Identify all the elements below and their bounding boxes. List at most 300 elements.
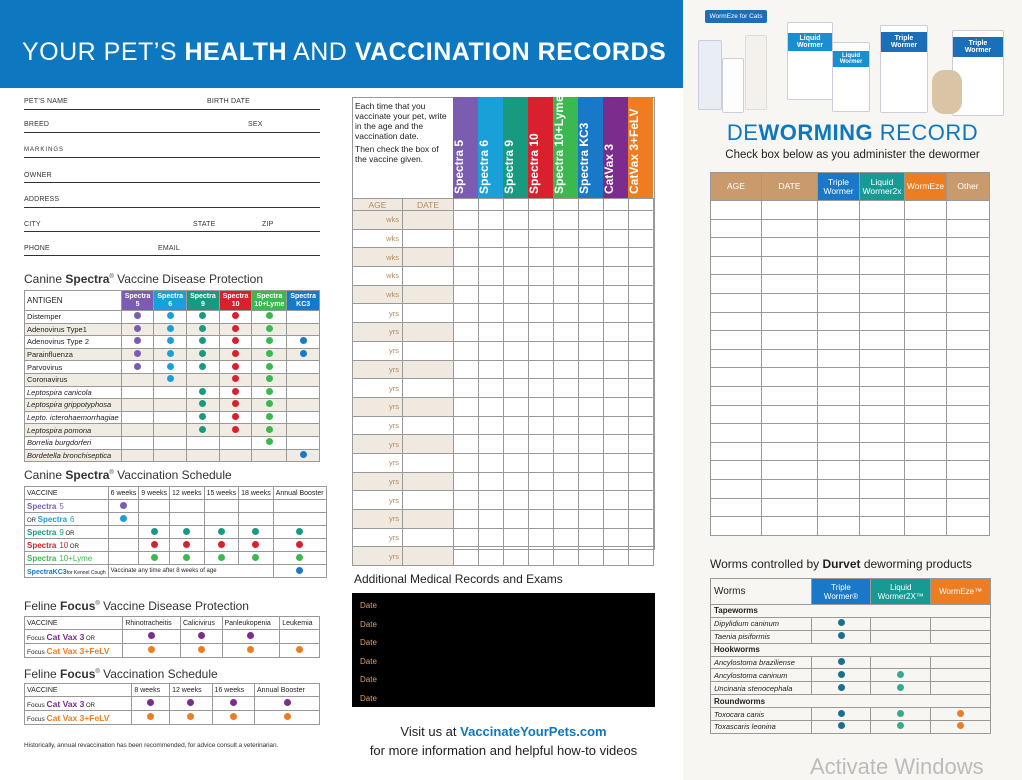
vaccine-checkbox[interactable] <box>454 528 479 547</box>
deworming-cell[interactable] <box>860 498 905 517</box>
vaccine-checkbox[interactable] <box>604 397 629 416</box>
deworming-cell[interactable] <box>905 331 947 350</box>
deworming-cell[interactable] <box>947 479 990 498</box>
deworming-cell[interactable] <box>818 275 860 294</box>
additional-date-label[interactable]: Date <box>360 656 377 666</box>
deworming-cell[interactable] <box>947 405 990 424</box>
deworming-cell[interactable] <box>711 405 762 424</box>
vaccine-checkbox[interactable] <box>604 323 629 342</box>
deworming-cell[interactable] <box>818 219 860 238</box>
vaccine-checkbox[interactable] <box>529 267 554 286</box>
deworming-cell[interactable] <box>762 461 818 480</box>
deworming-cell[interactable] <box>762 219 818 238</box>
date-cell[interactable] <box>403 267 454 286</box>
vaccine-checkbox[interactable] <box>604 211 629 230</box>
deworming-cell[interactable] <box>818 368 860 387</box>
age-cell[interactable]: wks <box>353 211 403 230</box>
city-line[interactable] <box>24 231 320 232</box>
age-cell[interactable]: yrs <box>353 341 403 360</box>
vaccine-checkbox[interactable] <box>579 304 604 323</box>
age-cell[interactable]: yrs <box>353 528 403 547</box>
vaccine-checkbox[interactable] <box>504 360 529 379</box>
address-line[interactable] <box>24 207 320 208</box>
deworming-cell[interactable] <box>711 331 762 350</box>
deworming-cell[interactable] <box>905 201 947 220</box>
vaccine-checkbox[interactable] <box>454 341 479 360</box>
deworming-cell[interactable] <box>860 238 905 257</box>
vaccine-checkbox[interactable] <box>529 397 554 416</box>
deworming-cell[interactable] <box>905 405 947 424</box>
vaccine-checkbox[interactable] <box>579 379 604 398</box>
deworming-cell[interactable] <box>947 238 990 257</box>
vaccine-checkbox[interactable] <box>479 435 504 454</box>
deworming-cell[interactable] <box>905 424 947 443</box>
vaccine-checkbox[interactable] <box>554 285 579 304</box>
vaccine-checkbox[interactable] <box>554 379 579 398</box>
deworming-cell[interactable] <box>762 293 818 312</box>
deworming-cell[interactable] <box>860 293 905 312</box>
age-cell[interactable]: yrs <box>353 547 403 566</box>
vaccine-checkbox[interactable] <box>554 323 579 342</box>
vaccine-checkbox[interactable] <box>529 510 554 529</box>
date-cell[interactable] <box>403 528 454 547</box>
deworming-cell[interactable] <box>818 238 860 257</box>
deworming-cell[interactable] <box>947 312 990 331</box>
vaccine-checkbox[interactable] <box>479 379 504 398</box>
vaccine-checkbox[interactable] <box>479 248 504 267</box>
vaccine-checkbox[interactable] <box>579 229 604 248</box>
vaccine-checkbox[interactable] <box>629 510 654 529</box>
vaccine-checkbox[interactable] <box>529 285 554 304</box>
deworming-cell[interactable] <box>860 331 905 350</box>
date-cell[interactable] <box>403 416 454 435</box>
deworming-cell[interactable] <box>762 201 818 220</box>
age-cell[interactable]: yrs <box>353 323 403 342</box>
vaccine-checkbox[interactable] <box>504 416 529 435</box>
vaccine-checkbox[interactable] <box>504 267 529 286</box>
vaccine-checkbox[interactable] <box>604 304 629 323</box>
vaccine-checkbox[interactable] <box>479 510 504 529</box>
age-cell[interactable]: yrs <box>353 360 403 379</box>
additional-date-label[interactable]: Date <box>360 693 377 703</box>
deworming-cell[interactable] <box>711 498 762 517</box>
deworming-cell[interactable] <box>860 312 905 331</box>
vaccine-checkbox[interactable] <box>454 510 479 529</box>
date-cell[interactable] <box>403 435 454 454</box>
date-cell[interactable] <box>403 491 454 510</box>
vaccine-checkbox[interactable] <box>479 491 504 510</box>
deworming-cell[interactable] <box>905 238 947 257</box>
additional-date-label[interactable]: Date <box>360 619 377 629</box>
deworming-cell[interactable] <box>762 275 818 294</box>
vaccine-checkbox[interactable] <box>554 211 579 230</box>
vaccine-checkbox[interactable] <box>604 341 629 360</box>
deworming-cell[interactable] <box>818 498 860 517</box>
deworming-cell[interactable] <box>860 442 905 461</box>
deworming-cell[interactable] <box>762 386 818 405</box>
vaccine-checkbox[interactable] <box>504 510 529 529</box>
age-cell[interactable]: yrs <box>353 453 403 472</box>
vaccine-checkbox[interactable] <box>629 285 654 304</box>
vaccine-checkbox[interactable] <box>604 379 629 398</box>
vaccine-checkbox[interactable] <box>579 472 604 491</box>
deworming-cell[interactable] <box>818 424 860 443</box>
vaccine-checkbox[interactable] <box>479 211 504 230</box>
vaccine-checkbox[interactable] <box>579 323 604 342</box>
vaccine-checkbox[interactable] <box>529 435 554 454</box>
vaccine-checkbox[interactable] <box>479 304 504 323</box>
vaccine-checkbox[interactable] <box>479 472 504 491</box>
date-cell[interactable] <box>403 360 454 379</box>
deworming-cell[interactable] <box>818 331 860 350</box>
vaccine-checkbox[interactable] <box>504 248 529 267</box>
vaccine-checkbox[interactable] <box>504 379 529 398</box>
deworming-cell[interactable] <box>905 479 947 498</box>
deworming-cell[interactable] <box>762 517 818 536</box>
vaccine-checkbox[interactable] <box>629 416 654 435</box>
deworming-cell[interactable] <box>711 442 762 461</box>
deworming-cell[interactable] <box>905 219 947 238</box>
deworming-cell[interactable] <box>905 293 947 312</box>
deworming-cell[interactable] <box>818 312 860 331</box>
vaccine-checkbox[interactable] <box>554 510 579 529</box>
vaccine-checkbox[interactable] <box>504 211 529 230</box>
vaccine-checkbox[interactable] <box>529 304 554 323</box>
vaccine-checkbox[interactable] <box>504 229 529 248</box>
vaccine-checkbox[interactable] <box>579 491 604 510</box>
deworming-cell[interactable] <box>905 386 947 405</box>
vaccine-checkbox[interactable] <box>554 472 579 491</box>
vaccine-checkbox[interactable] <box>604 229 629 248</box>
deworming-cell[interactable] <box>711 349 762 368</box>
vaccine-checkbox[interactable] <box>479 547 504 566</box>
date-cell[interactable] <box>403 248 454 267</box>
vaccine-checkbox[interactable] <box>579 416 604 435</box>
website-link[interactable]: VaccinateYourPets.com <box>460 724 607 739</box>
date-cell[interactable] <box>403 323 454 342</box>
deworming-cell[interactable] <box>947 461 990 480</box>
vaccine-checkbox[interactable] <box>604 416 629 435</box>
deworming-cell[interactable] <box>947 368 990 387</box>
age-cell[interactable]: yrs <box>353 510 403 529</box>
vaccine-checkbox[interactable] <box>504 453 529 472</box>
vaccine-checkbox[interactable] <box>604 435 629 454</box>
vaccine-checkbox[interactable] <box>479 341 504 360</box>
vaccine-checkbox[interactable] <box>629 267 654 286</box>
deworming-cell[interactable] <box>711 256 762 275</box>
date-cell[interactable] <box>403 229 454 248</box>
vaccine-checkbox[interactable] <box>629 360 654 379</box>
date-cell[interactable] <box>403 285 454 304</box>
vaccine-checkbox[interactable] <box>554 360 579 379</box>
vaccine-checkbox[interactable] <box>454 435 479 454</box>
vaccine-checkbox[interactable] <box>629 491 654 510</box>
date-cell[interactable] <box>403 211 454 230</box>
vaccine-checkbox[interactable] <box>454 267 479 286</box>
age-cell[interactable]: yrs <box>353 304 403 323</box>
deworming-cell[interactable] <box>860 517 905 536</box>
vaccine-checkbox[interactable] <box>454 453 479 472</box>
vaccine-checkbox[interactable] <box>529 416 554 435</box>
deworming-cell[interactable] <box>947 442 990 461</box>
deworming-cell[interactable] <box>762 424 818 443</box>
vaccine-checkbox[interactable] <box>579 360 604 379</box>
age-cell[interactable]: yrs <box>353 397 403 416</box>
date-cell[interactable] <box>403 453 454 472</box>
vaccine-checkbox[interactable] <box>529 248 554 267</box>
vaccine-checkbox[interactable] <box>579 510 604 529</box>
deworming-cell[interactable] <box>860 386 905 405</box>
vaccine-checkbox[interactable] <box>629 304 654 323</box>
phone-line[interactable] <box>24 255 320 256</box>
markings-line[interactable] <box>24 157 320 158</box>
deworming-cell[interactable] <box>818 461 860 480</box>
vaccine-checkbox[interactable] <box>479 229 504 248</box>
vaccine-checkbox[interactable] <box>529 491 554 510</box>
deworming-cell[interactable] <box>818 349 860 368</box>
date-cell[interactable] <box>403 472 454 491</box>
deworming-cell[interactable] <box>860 479 905 498</box>
vaccine-checkbox[interactable] <box>479 416 504 435</box>
vaccine-checkbox[interactable] <box>629 379 654 398</box>
deworming-cell[interactable] <box>762 312 818 331</box>
deworming-cell[interactable] <box>711 293 762 312</box>
age-cell[interactable]: yrs <box>353 491 403 510</box>
pet-name-line[interactable] <box>24 109 320 110</box>
deworming-cell[interactable] <box>860 368 905 387</box>
vaccine-checkbox[interactable] <box>554 397 579 416</box>
vaccine-checkbox[interactable] <box>504 397 529 416</box>
vaccine-checkbox[interactable] <box>554 248 579 267</box>
vaccine-checkbox[interactable] <box>554 304 579 323</box>
deworming-cell[interactable] <box>711 312 762 331</box>
vaccine-checkbox[interactable] <box>554 491 579 510</box>
vaccine-checkbox[interactable] <box>504 341 529 360</box>
deworming-cell[interactable] <box>947 498 990 517</box>
deworming-cell[interactable] <box>818 386 860 405</box>
deworming-cell[interactable] <box>762 368 818 387</box>
vaccine-checkbox[interactable] <box>529 341 554 360</box>
vaccine-checkbox[interactable] <box>579 248 604 267</box>
vaccine-checkbox[interactable] <box>554 267 579 286</box>
vaccine-checkbox[interactable] <box>604 453 629 472</box>
deworming-cell[interactable] <box>905 368 947 387</box>
deworming-cell[interactable] <box>905 461 947 480</box>
vaccine-checkbox[interactable] <box>629 453 654 472</box>
vaccine-checkbox[interactable] <box>629 397 654 416</box>
deworming-cell[interactable] <box>860 405 905 424</box>
additional-date-label[interactable]: Date <box>360 601 377 610</box>
vaccine-checkbox[interactable] <box>629 341 654 360</box>
deworming-cell[interactable] <box>947 293 990 312</box>
vaccine-checkbox[interactable] <box>629 323 654 342</box>
vaccine-checkbox[interactable] <box>479 360 504 379</box>
vaccine-checkbox[interactable] <box>504 472 529 491</box>
deworming-cell[interactable] <box>905 442 947 461</box>
date-cell[interactable] <box>403 341 454 360</box>
date-cell[interactable] <box>403 510 454 529</box>
deworming-cell[interactable] <box>711 368 762 387</box>
vaccine-checkbox[interactable] <box>529 323 554 342</box>
deworming-cell[interactable] <box>947 275 990 294</box>
deworming-cell[interactable] <box>711 461 762 480</box>
deworming-cell[interactable] <box>818 256 860 275</box>
deworming-cell[interactable] <box>860 424 905 443</box>
deworming-cell[interactable] <box>762 256 818 275</box>
deworming-cell[interactable] <box>762 349 818 368</box>
vaccine-checkbox[interactable] <box>554 416 579 435</box>
deworming-cell[interactable] <box>818 201 860 220</box>
vaccine-checkbox[interactable] <box>579 547 604 566</box>
vaccine-checkbox[interactable] <box>604 491 629 510</box>
vaccine-checkbox[interactable] <box>479 397 504 416</box>
deworming-cell[interactable] <box>762 498 818 517</box>
deworming-cell[interactable] <box>947 219 990 238</box>
vaccine-checkbox[interactable] <box>554 435 579 454</box>
vaccine-checkbox[interactable] <box>454 472 479 491</box>
deworming-cell[interactable] <box>762 331 818 350</box>
vaccine-checkbox[interactable] <box>454 360 479 379</box>
vaccine-checkbox[interactable] <box>629 547 654 566</box>
vaccine-checkbox[interactable] <box>454 304 479 323</box>
deworming-cell[interactable] <box>947 424 990 443</box>
vaccine-checkbox[interactable] <box>504 435 529 454</box>
deworming-cell[interactable] <box>711 386 762 405</box>
vaccine-checkbox[interactable] <box>554 453 579 472</box>
deworming-cell[interactable] <box>711 201 762 220</box>
vaccine-checkbox[interactable] <box>604 547 629 566</box>
vaccine-checkbox[interactable] <box>579 285 604 304</box>
vaccine-checkbox[interactable] <box>529 211 554 230</box>
deworming-cell[interactable] <box>762 405 818 424</box>
deworming-cell[interactable] <box>711 275 762 294</box>
vaccine-checkbox[interactable] <box>604 472 629 491</box>
date-cell[interactable] <box>403 379 454 398</box>
vaccine-checkbox[interactable] <box>504 323 529 342</box>
vaccine-checkbox[interactable] <box>629 229 654 248</box>
deworming-cell[interactable] <box>947 517 990 536</box>
age-cell[interactable]: wks <box>353 285 403 304</box>
vaccine-checkbox[interactable] <box>604 360 629 379</box>
vaccine-checkbox[interactable] <box>579 435 604 454</box>
date-cell[interactable] <box>403 397 454 416</box>
deworming-cell[interactable] <box>905 256 947 275</box>
vaccine-checkbox[interactable] <box>504 528 529 547</box>
deworming-cell[interactable] <box>860 461 905 480</box>
vaccine-checkbox[interactable] <box>454 323 479 342</box>
vaccine-checkbox[interactable] <box>479 267 504 286</box>
date-cell[interactable] <box>403 304 454 323</box>
deworming-cell[interactable] <box>762 442 818 461</box>
age-cell[interactable]: wks <box>353 267 403 286</box>
vaccine-checkbox[interactable] <box>604 510 629 529</box>
vaccine-checkbox[interactable] <box>529 453 554 472</box>
deworming-cell[interactable] <box>818 293 860 312</box>
vaccine-checkbox[interactable] <box>479 453 504 472</box>
vaccine-checkbox[interactable] <box>529 229 554 248</box>
owner-line[interactable] <box>24 182 320 183</box>
vaccine-checkbox[interactable] <box>529 472 554 491</box>
deworming-cell[interactable] <box>947 386 990 405</box>
vaccine-checkbox[interactable] <box>629 211 654 230</box>
deworming-cell[interactable] <box>818 479 860 498</box>
vaccine-checkbox[interactable] <box>454 547 479 566</box>
deworming-cell[interactable] <box>860 219 905 238</box>
vaccine-checkbox[interactable] <box>454 397 479 416</box>
vaccine-checkbox[interactable] <box>629 472 654 491</box>
deworming-cell[interactable] <box>711 219 762 238</box>
vaccine-checkbox[interactable] <box>529 360 554 379</box>
vaccine-checkbox[interactable] <box>579 267 604 286</box>
vaccine-checkbox[interactable] <box>454 379 479 398</box>
date-cell[interactable] <box>403 547 454 566</box>
vaccine-checkbox[interactable] <box>604 267 629 286</box>
vaccine-checkbox[interactable] <box>604 528 629 547</box>
vaccine-checkbox[interactable] <box>504 547 529 566</box>
vaccine-checkbox[interactable] <box>529 547 554 566</box>
vaccine-checkbox[interactable] <box>529 379 554 398</box>
additional-date-label[interactable]: Date <box>360 638 377 647</box>
deworming-cell[interactable] <box>905 349 947 368</box>
breed-line[interactable] <box>24 132 320 133</box>
deworming-cell[interactable] <box>947 349 990 368</box>
deworming-cell[interactable] <box>905 312 947 331</box>
vaccine-checkbox[interactable] <box>479 528 504 547</box>
deworming-cell[interactable] <box>947 331 990 350</box>
vaccine-checkbox[interactable] <box>504 285 529 304</box>
deworming-cell[interactable] <box>947 256 990 275</box>
age-cell[interactable]: yrs <box>353 472 403 491</box>
vaccine-checkbox[interactable] <box>554 528 579 547</box>
deworming-cell[interactable] <box>860 201 905 220</box>
deworming-cell[interactable] <box>860 256 905 275</box>
age-cell[interactable]: wks <box>353 248 403 267</box>
vaccine-checkbox[interactable] <box>504 304 529 323</box>
deworming-cell[interactable] <box>818 517 860 536</box>
deworming-cell[interactable] <box>711 424 762 443</box>
vaccine-checkbox[interactable] <box>579 528 604 547</box>
vaccine-checkbox[interactable] <box>629 248 654 267</box>
vaccine-checkbox[interactable] <box>454 285 479 304</box>
deworming-cell[interactable] <box>711 479 762 498</box>
vaccine-checkbox[interactable] <box>554 229 579 248</box>
age-cell[interactable]: yrs <box>353 435 403 454</box>
vaccine-checkbox[interactable] <box>579 341 604 360</box>
additional-date-label[interactable]: Date <box>360 675 377 684</box>
deworming-cell[interactable] <box>711 238 762 257</box>
vaccine-checkbox[interactable] <box>629 435 654 454</box>
deworming-cell[interactable] <box>905 498 947 517</box>
vaccine-checkbox[interactable] <box>604 248 629 267</box>
deworming-cell[interactable] <box>711 517 762 536</box>
vaccine-checkbox[interactable] <box>454 416 479 435</box>
age-cell[interactable]: yrs <box>353 379 403 398</box>
vaccine-checkbox[interactable] <box>529 528 554 547</box>
deworming-cell[interactable] <box>860 275 905 294</box>
vaccine-checkbox[interactable] <box>629 528 654 547</box>
vaccine-checkbox[interactable] <box>454 491 479 510</box>
vaccine-checkbox[interactable] <box>454 211 479 230</box>
deworming-cell[interactable] <box>818 442 860 461</box>
deworming-cell[interactable] <box>947 201 990 220</box>
deworming-cell[interactable] <box>905 275 947 294</box>
vaccine-checkbox[interactable] <box>604 285 629 304</box>
vaccine-checkbox[interactable] <box>479 285 504 304</box>
vaccine-checkbox[interactable] <box>479 323 504 342</box>
deworming-cell[interactable] <box>860 349 905 368</box>
deworming-cell[interactable] <box>762 479 818 498</box>
vaccine-checkbox[interactable] <box>454 248 479 267</box>
